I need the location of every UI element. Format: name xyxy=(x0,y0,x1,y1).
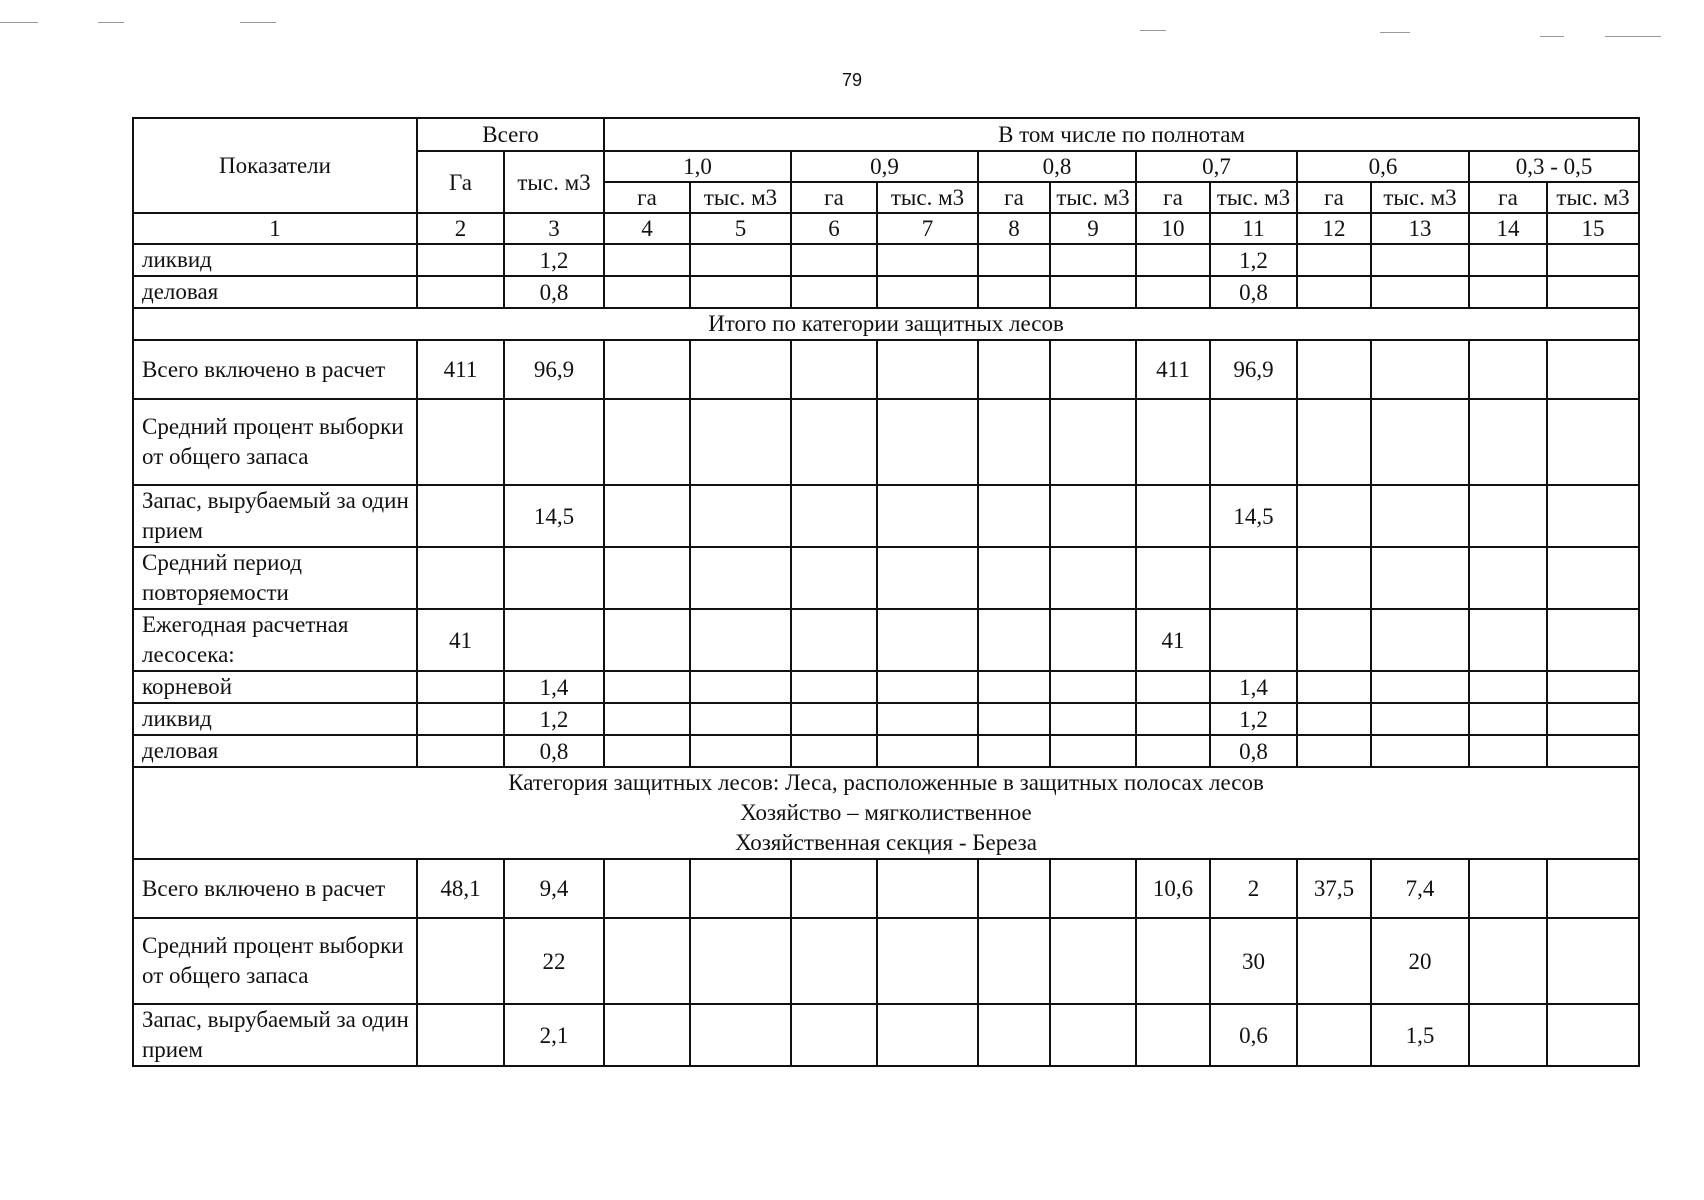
table-cell: 7,4 xyxy=(1371,859,1469,918)
table-cell xyxy=(1136,276,1210,308)
table-cell xyxy=(690,244,791,276)
header-col-number: 12 xyxy=(1297,213,1371,244)
table-cell xyxy=(1547,1004,1639,1066)
header-density: 0,8 xyxy=(978,151,1136,182)
table-cell xyxy=(791,671,877,703)
table-cell xyxy=(1136,1004,1210,1066)
header-density: 0,3 - 0,5 xyxy=(1469,151,1639,182)
table-cell xyxy=(604,276,690,308)
table-cell xyxy=(1371,485,1469,547)
table-cell xyxy=(1547,485,1639,547)
header-total-m3: тыс. м3 xyxy=(504,151,604,213)
table-cell xyxy=(417,244,504,276)
table-cell xyxy=(978,703,1050,735)
table-cell xyxy=(1050,671,1136,703)
table-cell xyxy=(1136,244,1210,276)
table-cell xyxy=(1297,547,1371,609)
table-cell xyxy=(877,609,978,671)
table-cell xyxy=(1547,547,1639,609)
header-col-number: 11 xyxy=(1210,213,1297,244)
row-label: Всего включено в расчет xyxy=(133,859,417,918)
row-label: Запас, вырубаемый за один прием xyxy=(133,1004,417,1066)
table-cell: 14,5 xyxy=(504,485,604,547)
table-cell xyxy=(690,703,791,735)
table-cell xyxy=(1136,671,1210,703)
header-col-number: 9 xyxy=(1050,213,1136,244)
header-unit-m3: тыс. м3 xyxy=(877,182,978,213)
scan-artifact xyxy=(1605,36,1661,37)
header-total: Всего xyxy=(417,118,604,151)
table-cell xyxy=(791,547,877,609)
table-cell xyxy=(978,547,1050,609)
table-cell xyxy=(877,1004,978,1066)
header-total-ha: Га xyxy=(417,151,504,213)
table-cell xyxy=(690,671,791,703)
table-cell xyxy=(1136,485,1210,547)
table-cell xyxy=(417,485,504,547)
table-cell xyxy=(690,547,791,609)
section-category-title xyxy=(133,767,1639,859)
table-cell: 1,5 xyxy=(1371,1004,1469,1066)
table-cell xyxy=(877,244,978,276)
table-cell: 41 xyxy=(417,609,504,671)
table-row xyxy=(133,1004,1639,1066)
table-cell xyxy=(1050,485,1136,547)
header-col-number: 15 xyxy=(1547,213,1639,244)
table-cell: 14,5 xyxy=(1210,485,1297,547)
table-cell xyxy=(1371,671,1469,703)
table-cell: 96,9 xyxy=(504,340,604,399)
table-cell xyxy=(978,859,1050,918)
table-cell: 2 xyxy=(1210,859,1297,918)
table-cell: 22 xyxy=(504,918,604,1004)
table-cell xyxy=(791,485,877,547)
table-cell xyxy=(978,609,1050,671)
table-cell xyxy=(1547,703,1639,735)
header-unit-ha: га xyxy=(978,182,1050,213)
table-cell xyxy=(604,399,690,485)
table-cell xyxy=(604,735,690,767)
table-cell: 1,2 xyxy=(504,244,604,276)
table-cell xyxy=(417,918,504,1004)
table-row xyxy=(133,485,1639,547)
table-cell xyxy=(690,609,791,671)
table-cell xyxy=(978,399,1050,485)
table-cell xyxy=(1371,703,1469,735)
header-unit-ha: га xyxy=(1136,182,1210,213)
header-density: 1,0 xyxy=(604,151,791,182)
scan-artifact xyxy=(1540,36,1564,37)
table-cell xyxy=(604,671,690,703)
header-col-number: 8 xyxy=(978,213,1050,244)
table-cell xyxy=(1050,609,1136,671)
row-label: Запас, вырубаемый за один прием xyxy=(133,485,417,547)
table-cell xyxy=(1297,276,1371,308)
table-cell: 0,8 xyxy=(1210,276,1297,308)
table-cell xyxy=(791,918,877,1004)
table-cell: 37,5 xyxy=(1297,859,1371,918)
table-cell: 1,2 xyxy=(1210,703,1297,735)
header-unit-m3: тыс. м3 xyxy=(1371,182,1469,213)
table-cell xyxy=(1371,735,1469,767)
table-cell xyxy=(1136,399,1210,485)
table-cell xyxy=(877,399,978,485)
table-row xyxy=(133,340,1639,399)
rows-c-body xyxy=(133,859,1639,1066)
table-cell xyxy=(1547,671,1639,703)
table-cell: 1,2 xyxy=(1210,244,1297,276)
table-cell xyxy=(978,276,1050,308)
table-cell xyxy=(1050,244,1136,276)
header-col-number: 3 xyxy=(504,213,604,244)
section-category-line: Категория защитных лесов: Леса, расположенные в защитных полосах лесов xyxy=(508,770,1264,795)
table-cell xyxy=(604,609,690,671)
row-label: Всего включено в расчет xyxy=(133,340,417,399)
row-label: Средний процент выборки от общего запаса xyxy=(133,918,417,1004)
header-unit-m3: тыс. м3 xyxy=(690,182,791,213)
table-cell xyxy=(1297,735,1371,767)
table-cell xyxy=(791,1004,877,1066)
header-unit-m3: тыс. м3 xyxy=(1547,182,1639,213)
table-cell xyxy=(604,918,690,1004)
forest-cutting-table xyxy=(132,117,1640,1067)
table-cell xyxy=(1297,399,1371,485)
row-label: деловая xyxy=(133,735,417,767)
table-cell xyxy=(1297,671,1371,703)
table-cell: 2,1 xyxy=(504,1004,604,1066)
header-unit-ha: га xyxy=(1469,182,1547,213)
header-unit-m3: тыс. м3 xyxy=(1210,182,1297,213)
table-cell xyxy=(978,485,1050,547)
table-cell xyxy=(1371,399,1469,485)
section-total-title: Итого по категории защитных лесов xyxy=(133,308,1639,340)
table-cell xyxy=(690,485,791,547)
table-cell xyxy=(690,735,791,767)
table-cell: 0,8 xyxy=(1210,735,1297,767)
table-cell xyxy=(690,918,791,1004)
table-cell xyxy=(604,547,690,609)
table-cell xyxy=(1136,547,1210,609)
header-col-number: 14 xyxy=(1469,213,1547,244)
table-cell: 411 xyxy=(1136,340,1210,399)
rows-b-body xyxy=(133,340,1639,767)
table-cell xyxy=(978,1004,1050,1066)
table-cell xyxy=(1547,244,1639,276)
row-label: Ежегодная расчетная лесосека: xyxy=(133,609,417,671)
table-row xyxy=(133,276,1639,308)
table-cell xyxy=(1469,547,1547,609)
section-category-line: Хозяйство – мягколиственное xyxy=(740,800,1032,825)
header-col-number: 6 xyxy=(791,213,877,244)
table-cell xyxy=(1136,918,1210,1004)
table-cell xyxy=(690,1004,791,1066)
table-cell xyxy=(791,399,877,485)
table-cell xyxy=(1136,703,1210,735)
table-cell xyxy=(1547,399,1639,485)
row-label: деловая xyxy=(133,276,417,308)
table-cell xyxy=(504,609,604,671)
table-cell xyxy=(417,703,504,735)
table-cell: 1,4 xyxy=(504,671,604,703)
table-cell xyxy=(1050,276,1136,308)
table-cell xyxy=(1469,735,1547,767)
table-cell xyxy=(417,399,504,485)
rows-a-body xyxy=(133,244,1639,308)
table-cell xyxy=(877,918,978,1004)
table-cell xyxy=(1210,399,1297,485)
row-label: Средний процент выборки от общего запаса xyxy=(133,399,417,485)
page-number: 79 xyxy=(841,70,863,90)
table-cell xyxy=(978,735,1050,767)
table-cell xyxy=(604,244,690,276)
table-cell xyxy=(978,244,1050,276)
table-cell xyxy=(877,859,978,918)
table-cell: 41 xyxy=(1136,609,1210,671)
table-cell xyxy=(504,399,604,485)
table-cell xyxy=(1371,609,1469,671)
table-cell xyxy=(978,671,1050,703)
table-cell: 0,8 xyxy=(504,276,604,308)
header-col-number: 2 xyxy=(417,213,504,244)
header-col-number: 10 xyxy=(1136,213,1210,244)
header-col-number: 13 xyxy=(1371,213,1469,244)
table-cell xyxy=(791,276,877,308)
table-cell xyxy=(1050,547,1136,609)
table-cell xyxy=(604,340,690,399)
table-cell xyxy=(1050,703,1136,735)
row-label: ликвид xyxy=(133,244,417,276)
table-cell xyxy=(1469,399,1547,485)
table-cell xyxy=(1547,918,1639,1004)
table-cell xyxy=(1210,609,1297,671)
table-cell xyxy=(1371,276,1469,308)
table-cell: 10,6 xyxy=(1136,859,1210,918)
row-label: корневой xyxy=(133,671,417,703)
header-unit-ha: га xyxy=(604,182,690,213)
table-cell xyxy=(604,703,690,735)
scan-artifact xyxy=(1380,32,1410,33)
table-cell xyxy=(1469,276,1547,308)
table-cell xyxy=(1297,340,1371,399)
header-col-number: 1 xyxy=(133,213,417,244)
header-density: 0,7 xyxy=(1136,151,1297,182)
header-col-number: 7 xyxy=(877,213,978,244)
table-cell xyxy=(1469,918,1547,1004)
table-cell xyxy=(1547,340,1639,399)
scan-artifact xyxy=(1140,30,1166,31)
table-cell xyxy=(1547,859,1639,918)
table-cell xyxy=(1297,1004,1371,1066)
table-row xyxy=(133,703,1639,735)
table-row xyxy=(133,735,1639,767)
header-col-number: 5 xyxy=(690,213,791,244)
table-cell xyxy=(1050,340,1136,399)
table-cell xyxy=(791,735,877,767)
table-cell xyxy=(1297,244,1371,276)
scan-artifact xyxy=(0,22,38,23)
table-cell xyxy=(1297,609,1371,671)
table-cell xyxy=(690,399,791,485)
table-cell xyxy=(791,609,877,671)
table-cell xyxy=(1371,340,1469,399)
table-row xyxy=(133,671,1639,703)
table-cell xyxy=(877,735,978,767)
table-cell xyxy=(1469,671,1547,703)
table-cell: 1,4 xyxy=(1210,671,1297,703)
table-cell xyxy=(504,547,604,609)
table-cell xyxy=(604,485,690,547)
table-cell xyxy=(1469,340,1547,399)
header-unit-m3: тыс. м3 xyxy=(1050,182,1136,213)
table-cell xyxy=(1297,485,1371,547)
table-cell: 30 xyxy=(1210,918,1297,1004)
table-row xyxy=(133,244,1639,276)
table-cell xyxy=(1469,1004,1547,1066)
table-cell xyxy=(1297,703,1371,735)
header-indicators: Показатели xyxy=(133,118,417,213)
table-cell xyxy=(1050,399,1136,485)
table-cell: 9,4 xyxy=(504,859,604,918)
table-row xyxy=(133,609,1639,671)
table-cell xyxy=(1547,276,1639,308)
table-cell xyxy=(877,276,978,308)
table-row xyxy=(133,859,1639,918)
table-cell xyxy=(1371,547,1469,609)
table-cell: 48,1 xyxy=(417,859,504,918)
row-label: ликвид xyxy=(133,703,417,735)
table-cell xyxy=(417,735,504,767)
table-cell xyxy=(791,244,877,276)
table-cell: 0,6 xyxy=(1210,1004,1297,1066)
table-cell xyxy=(1136,735,1210,767)
table-cell xyxy=(417,276,504,308)
table-row xyxy=(133,399,1639,485)
table-cell xyxy=(604,1004,690,1066)
table-cell xyxy=(1050,1004,1136,1066)
table-cell xyxy=(877,485,978,547)
row-label: Средний период повторяемости xyxy=(133,547,417,609)
table-cell xyxy=(1469,244,1547,276)
table-cell xyxy=(1469,859,1547,918)
table-cell xyxy=(1469,609,1547,671)
section-category-line: Хозяйственная секция - Береза xyxy=(735,830,1037,855)
table-cell xyxy=(1297,918,1371,1004)
header-number-row xyxy=(133,213,1639,244)
table-row xyxy=(133,547,1639,609)
table-cell xyxy=(690,859,791,918)
table-cell xyxy=(877,547,978,609)
table-cell xyxy=(1371,244,1469,276)
header-unit-ha: га xyxy=(791,182,877,213)
table-cell xyxy=(1547,735,1639,767)
table-cell xyxy=(791,703,877,735)
header-unit-ha: га xyxy=(1297,182,1371,213)
table-cell: 1,2 xyxy=(504,703,604,735)
header-by-density: В том числе по полнотам xyxy=(604,118,1639,151)
table-cell xyxy=(1050,859,1136,918)
table-cell xyxy=(877,340,978,399)
table-cell xyxy=(1210,547,1297,609)
table-cell xyxy=(1469,703,1547,735)
table-cell xyxy=(690,340,791,399)
table-cell xyxy=(1050,735,1136,767)
table-cell: 96,9 xyxy=(1210,340,1297,399)
table-cell xyxy=(604,859,690,918)
table-cell xyxy=(417,671,504,703)
table-cell xyxy=(978,918,1050,1004)
header-density: 0,6 xyxy=(1297,151,1469,182)
table-cell xyxy=(877,671,978,703)
table-cell xyxy=(417,1004,504,1066)
table-cell xyxy=(791,859,877,918)
scan-artifact xyxy=(240,22,276,23)
table-cell xyxy=(1050,918,1136,1004)
table-cell xyxy=(1469,485,1547,547)
header-col-number: 4 xyxy=(604,213,690,244)
table-cell: 20 xyxy=(1371,918,1469,1004)
table-cell xyxy=(877,703,978,735)
scan-artifact xyxy=(98,22,124,23)
table-cell xyxy=(417,547,504,609)
table-cell: 0,8 xyxy=(504,735,604,767)
table-cell xyxy=(978,340,1050,399)
table-row xyxy=(133,918,1639,1004)
table-cell xyxy=(791,340,877,399)
table-cell xyxy=(690,276,791,308)
table-cell xyxy=(1547,609,1639,671)
table-cell: 411 xyxy=(417,340,504,399)
header-density: 0,9 xyxy=(791,151,978,182)
